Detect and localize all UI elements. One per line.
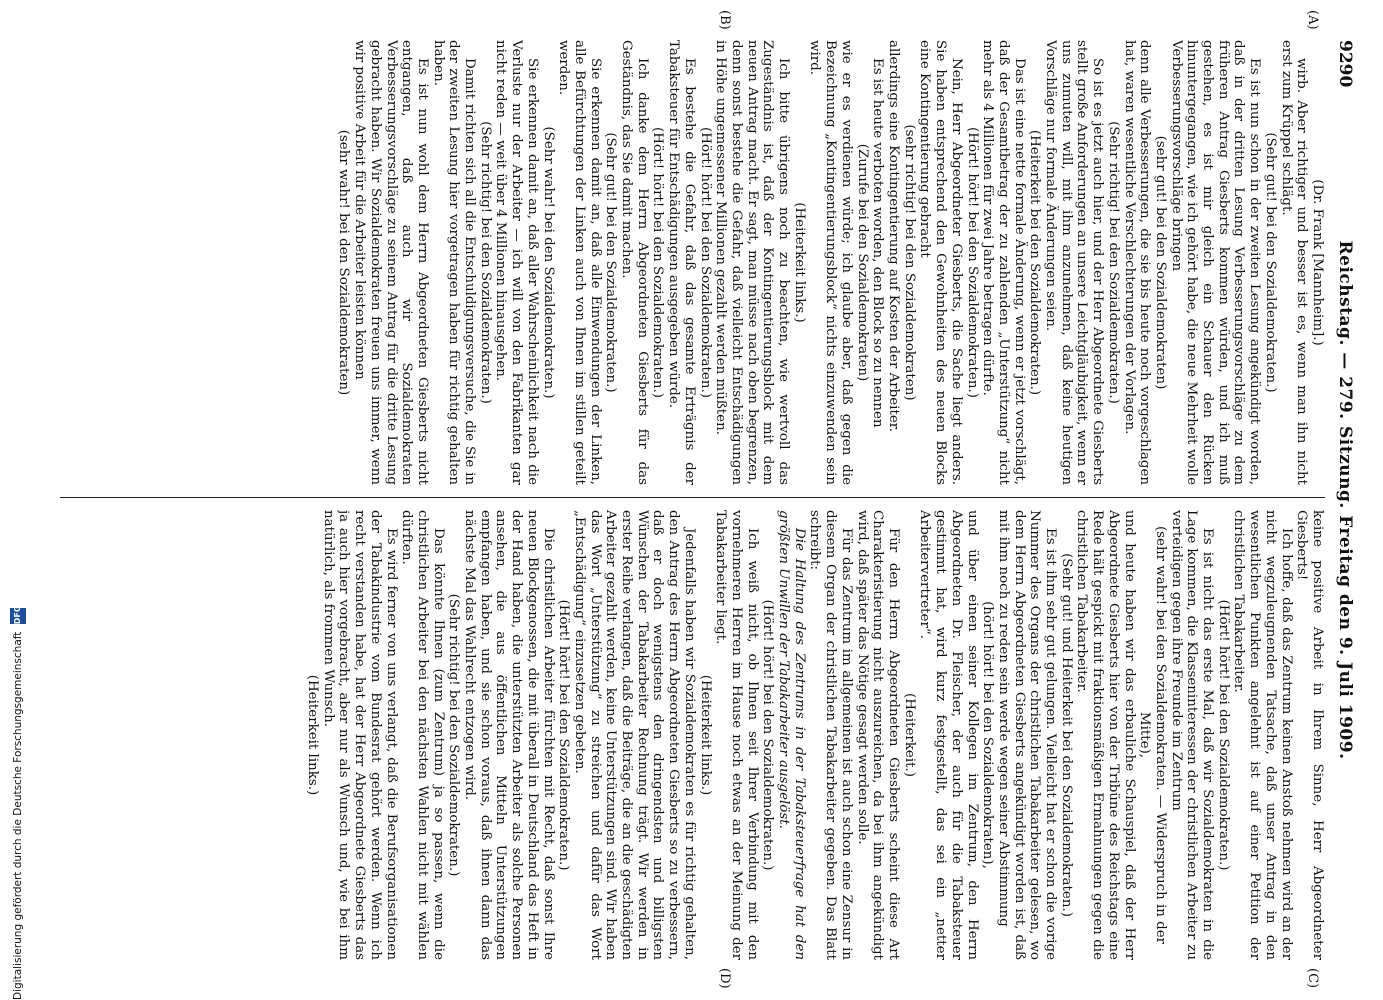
paragraph: Jedenfalls haben wir Sozialdemokraten es für richtig gehalten, den Antrag des Herrn Abgeordneten Giesberts so zu verbessern, daß er doch wenigstens den dringendsten und billigsten Wünschen der Tabakarbeiter Rechnung trägt. Wir werden in erster Reihe verlangen, daß die Beiträge, die an die geschädigten Arbeiter gezahlt werden, keine Unterstützungen sind. Wir haben das Wort „Unterstützung“ zu streichen und dafür das Wort „Entschädigung“ einzusetzen gebeten. — [571, 510, 697, 960]
interjection: (Hört! hört! bei den Sozialdemokraten.) — [1215, 599, 1231, 871]
paragraph: Sie erkennen damit an, daß aller Wahrscheinlichkeit nach die Verluste nur der Arbeiter — ich will von den Fabrikanten gar nicht reden — weit über 4 Millionen hinausgehen. — [493, 40, 540, 485]
page-header — [1327, 40, 1355, 960]
right-text-column — [60, 510, 1325, 960]
paragraph: Ich danke dem Herrn Abgeordneten Giesberts für das Geständnis, das Sie damit machen. — [619, 40, 650, 485]
interjection: (Sehr gut! bei den Sozialdemokraten.) — [1262, 132, 1278, 393]
page-title: Reichstag. — 279. Sitzung. Freitag den 9. Juli 1909. — [1335, 240, 1355, 760]
interjection: (sehr wahr! bei den Sozialdemokraten) — [336, 129, 352, 396]
column-divider — [60, 497, 1325, 498]
paragraph: keine positive Arbeit in Ihrem Sinne, Herr Abgeordneter Giesberts! — [1294, 510, 1325, 960]
paragraph: Das könnte Ihnen (zum Zentrum) ja so passen, wenn die christlichen Arbeiter bei den nächsten Wahlen nicht mit wählen dürften. — [399, 510, 446, 960]
interjection: (Sehr richtig! bei den Sozialdemokraten.) — [477, 121, 493, 404]
interjection: (Heiterkeit links.) — [697, 674, 713, 796]
paragraph: Das ist eine nette formale Änderung, wenn er jetzt vorschlägt, daß der Gesamtbetrag der zu zahlenden „Unterstützung“ nicht mehr als 4 Millionen für zwei Jahre betragen dürfte. — [980, 40, 1027, 485]
paragraph: Nein, Herr Abgeordneter Giesberts, die Sache liegt anders. Sie haben entsprechend den Gewohnheiten des neuen Blocks eine Kontingentierung gebracht — [917, 40, 964, 485]
paragraph: Es ist nun wohl dem Herrn Abgeordneten Giesberts nicht entgangen, daß auch wir Sozialdemokraten Verbesserungsvorschläge zu seinem Antrag für die dritte Lesung gebracht haben. Wir Sozialdemokraten freuen uns immer, wenn wir positive Arbeit für die Arbeiter leisten können — [352, 40, 430, 485]
paragraph: Ich hoffe, daß das Zentrum keinen Anstoß nehmen wird an der nicht wegzuleugnenden Tatsache, daß unser Antrag in den wesentlichen Punkten angelehnt ist auf einer Petition der christlichen Tabakarbeiter. — [1231, 510, 1294, 960]
paragraph: Es bestehe die Gefahr, daß das gesamte Erträgnis der Tabaksteuer für Entschädigungen ausgegeben würde. — [666, 40, 697, 485]
margin-mark-a: (A) — [1305, 10, 1320, 30]
interjection: (Hört! hört! bei den Sozialdemokraten.) — [556, 599, 572, 871]
paragraph: und heute haben wir das erbauliche Schauspiel, daß der Herr Abgeordnete Giesberts hier von der Tribüne des Reichstags eine Rede hält gespickt mit fraktionsmäßigen Ermahnungen gegen die christlichen Tabakarbeiter. — [1074, 510, 1137, 960]
interjection: (Sehr richtig! bei den Sozialdemokraten.) — [446, 593, 462, 877]
paragraph: Ich weiß nicht, ob Ihnen seit Ihrer Verbindung mit den vornehmeren Herren im Hause noch etwas an der Meinung der Tabakarbeiter liegt. — [713, 510, 760, 960]
paragraph: allerdings eine Kontingentierung auf Kosten der Arbeiter. — [886, 40, 902, 432]
paragraph: denn alle Verbesserungen, die sie bis heute noch vorgeschlagen hat, waren wesentliche Verschlechterungen der Vorlagen. — [1121, 40, 1153, 485]
paragraph: Die Haltung des Zentrums in der Tabaksteuerfrage hat den größten Unwillen der Tabakarbeiter ausgelöst. — [776, 510, 807, 960]
margin-mark-d: (D) — [717, 968, 732, 989]
interjection: (Heiterkeit bei den Sozialdemokraten.) — [1027, 129, 1043, 396]
paragraph: wie er es verdienen würde; ich glaube aber, daß gegen die Bezeichnung „Kontingentierungsblock“ nichts einzuwenden sein wird. — [807, 40, 854, 485]
paragraph: Es ist nicht das erste Mal, daß wir Sozialdemokraten in die Lage kommen, die Klasseninteressen der christlichen Arbeiter zu verteidigen gegen ihre Freunde im Zentrum — [1168, 510, 1216, 960]
interjection: (Hört! hört! bei den Sozialdemokraten.) — [697, 127, 713, 398]
footer-credit — [10, 10, 34, 1000]
interjection: (Sehr gut! und Heiterkeit bei den Sozialdemokraten.) — [1058, 553, 1074, 917]
paragraph: Damit richten sich all die Entschuldigungsversuche, die Sie in der zweiten Lesung hier vorgetragen haben für richtig gehalten haben. — [430, 40, 478, 485]
interjection: (sehr richtig! bei den Sozialdemokraten) — [901, 124, 917, 401]
paragraph: Ich bitte übrigens noch zu beachten, wie wertvoll das Zugeständnis ist, daß der Kontingentierungsblock mit dem neuen Antrag macht. Er sagt, man müsse nach oben begrenzen, denn sonst bestehe die Gefahr, daß vielleicht Entschädigungen in Höhe ungemessener Millionen gezahlt werden müßten. — [713, 40, 792, 485]
paragraph: Es ist heute verboten worden, den Block so zu nennen — [870, 58, 886, 428]
interjection: (Sehr wahr! bei den Sozialdemokraten.) — [540, 126, 556, 399]
interjection: (Dr. Frank [Mannheim].) — [1310, 179, 1325, 346]
paragraph: So ist es jetzt auch hier, und der Herr Abgeordnete Giesberts stellt große Anforderungen an unsere Leichtgläubigkeit, wenn er uns zumuten will, mit ihm anzunehmen, daß keine heutigen Vorschläge nur formale Änderungen seien. — [1043, 40, 1106, 485]
interjection: (Sehr richtig! bei den Sozialdemokraten.) — [1105, 121, 1121, 404]
interjection: (Zurufe bei den Sozialdemokraten) — [854, 143, 870, 382]
page-number: 9290 — [1335, 40, 1355, 88]
margin-mark-c: (C) — [1305, 968, 1320, 989]
interjection: (Hört! hört! bei den Sozialdemokraten.) — [760, 599, 776, 871]
footer-text: Digitalisierung gefördert durch die Deutsche Forschungsgemeinschaft — [12, 631, 24, 1000]
left-text-column — [60, 40, 1325, 485]
paragraph: Es wird ferner von uns verlangt, daß die Berufsorganisationen der Tabakindustrie vom Bundesrat gehört werden. Wenn ich recht verstanden habe, hat der Herr Abgeordnete Giesberts das ja auch hier vorgebracht, aber nur als Wunsch und, wie bei ihm natürlich, als frommen Wunsch. — [320, 510, 399, 960]
paragraph: Für den Herrn Abgeordneten Giesberts scheint diese Art Charakteristierung nicht auszureichen, da bei ihm angekündigt wird, daß später das Nötige gesagt werden solle. — [854, 510, 902, 960]
interjection: (Hört! hört! bei den Sozialdemokraten.) — [964, 127, 980, 398]
interjection: (Heiterkeit links.) — [791, 202, 807, 323]
paragraph: Für das Zentrum im allgemeinen ist auch schon eine Zensur in diesem Organ der christlichen Tabakarbeiter gegeben. Das Blatt schreibt: — [807, 510, 854, 960]
dfg-logo: DFG — [10, 608, 26, 624]
margin-mark-b: (B) — [717, 10, 732, 30]
interjection: (sehr wahr! bei den Sozialdemokraten. — Widerspruch in der Mitte), — [1137, 525, 1168, 945]
interjection: (Heiterkeit.) — [901, 693, 917, 777]
paragraph: Es ist ihm sehr gut gelungen. Vielleicht hat er schon die vorige Nummer des Organs der christlichen Tabakarbeiter gelesen, wo dem Herrn Abgeordneten Giesberts angekündigt worden ist, daß mit ihm noch zu reden sein werde wegen seiner Abstimmung — [995, 510, 1059, 960]
interjection: (Heiterkeit links.) — [305, 674, 320, 796]
interjection: (sehr gut! bei den Sozialdemokraten) — [1152, 135, 1168, 390]
paragraph: Sie erkennen damit an, daß alle Einwendungen der Linken, alle Befürchtungen der Linken auch von Ihnen im stillen geteilt werden. — [556, 40, 603, 485]
paragraph: Die christlichen Arbeiter fürchten mit Recht, daß sonst Ihre neuen Blockgenossen, die mit überall in Deutschland das Heft in der Hand haben, die unterstützten Arbeiter als solche Personen ansehen, die aus öffentlichen Mitteln Unterstützungen empfangen haben, und sie schon voraus, daß ihnen dann das nächste Mal das Wahlrecht entzogen wird. — [462, 510, 556, 960]
paragraph: Es ist nun schon in der zweiten Lesung angekündigt worden, daß in der dritten Lesung Verbesserungsvorschläge zu dem früheren Antrag Giesberts kommen würden, und ich muß gestehen, es ist mir gleich ein Schauer den Rücken hinuntergegangen, wie ich gehört habe, die neue Mehrheit wolle Verbesserungsvorschläge bringen — [1168, 40, 1263, 485]
paragraph: wirb. Aber richtiger und besser ist es, wenn man ihn nicht erst zum Krüppel schlägt. — [1278, 40, 1310, 485]
interjection: (Sehr gut! bei den Sozialdemokraten.) — [603, 132, 619, 393]
paragraph: und über einen seiner Kollegen im Zentrum, den Herrn Abgeordneten Dr. Fleischer, der auch für die Tabaksteuer gestimmt hat, wird kurz festgestellt, das sei ein „netter Arbeitervertreter“. — [917, 510, 980, 960]
interjection: (hört! hört! bei den Sozialdemokraten), — [980, 601, 996, 869]
interjection: (Hört! hört! bei den Sozialdemokraten.) — [650, 127, 666, 398]
